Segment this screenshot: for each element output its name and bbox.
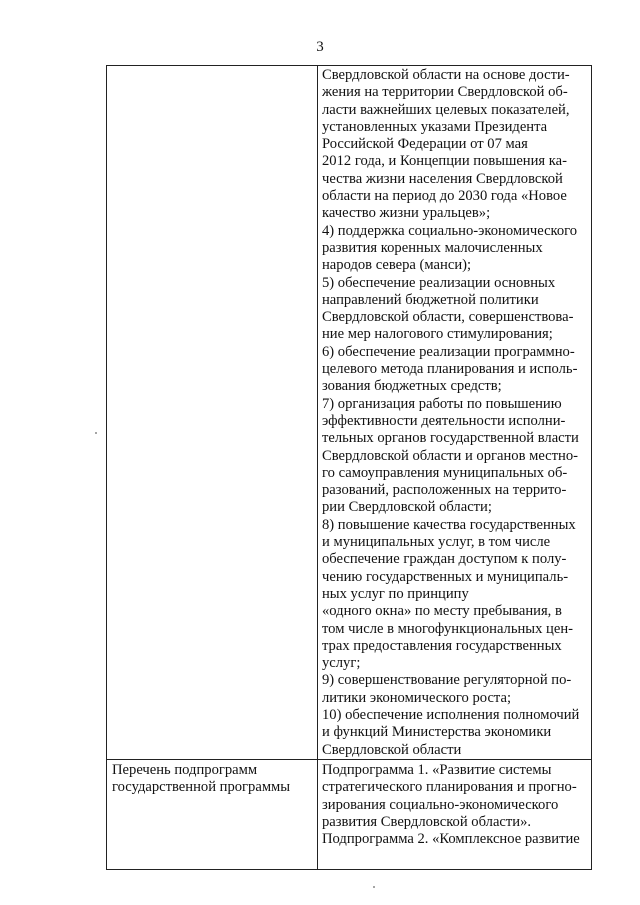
goals-cell-text: Свердловской области на основе дости- жения на территории Свердловской об- ласти важнейших целевых показателей, установленных указами Президента Российской Федерации от 07 мая 2012 года, и Концепции повышения ка- чества жизни населения Свердловской области на период до 2030 года «Новое качество жизни уральцев»; 4) поддержка социально-экономического развития коренных малочисленных народов севера (манси); 5) обеспечение реализации основных направлений бюджетной политики Свердловской области, совершенствова- ние мер налогового стимулирования; 6) обеспечение реализации программно- целевого метода планирования и исполь- зования бюджетных средств; 7) организация работы по повышению эффективности деятельности исполни- тельных органов государственной власти Свердловской области и органов местно- го самоуправления муниципальных об- разований, расположенных на террито- рии Свердловской области; 8) повышение качества государственных и муниципальных услуг, в том числе обеспечение граждан доступом к полу- чению государственных и муниципаль- ных услуг по принципу «одного окна» по месту пребывания, в том числе в многофункциональных цен- трах предоставления государственных услуг; 9) совершенствование регуляторной по- литики экономического роста; 10) обеспечение исполнения полномочий и функций Министерства экономики Свердловской области (322, 67, 580, 758)
scan-speck (95, 432, 97, 434)
column-divider (317, 66, 318, 869)
program-passport-table (106, 65, 592, 870)
page-number: 3 (316, 39, 324, 55)
row-divider (107, 759, 591, 760)
scan-speck (373, 886, 375, 888)
subprograms-label: Перечень подпрограмм государственной программы (112, 762, 291, 796)
subprograms-list: Подпрограмма 1. «Развитие системы стратегического планирования и прогно- зирования социально-экономического развития Свердловской области». Подпрограмма 2. «Комплексное развитие (322, 762, 580, 848)
